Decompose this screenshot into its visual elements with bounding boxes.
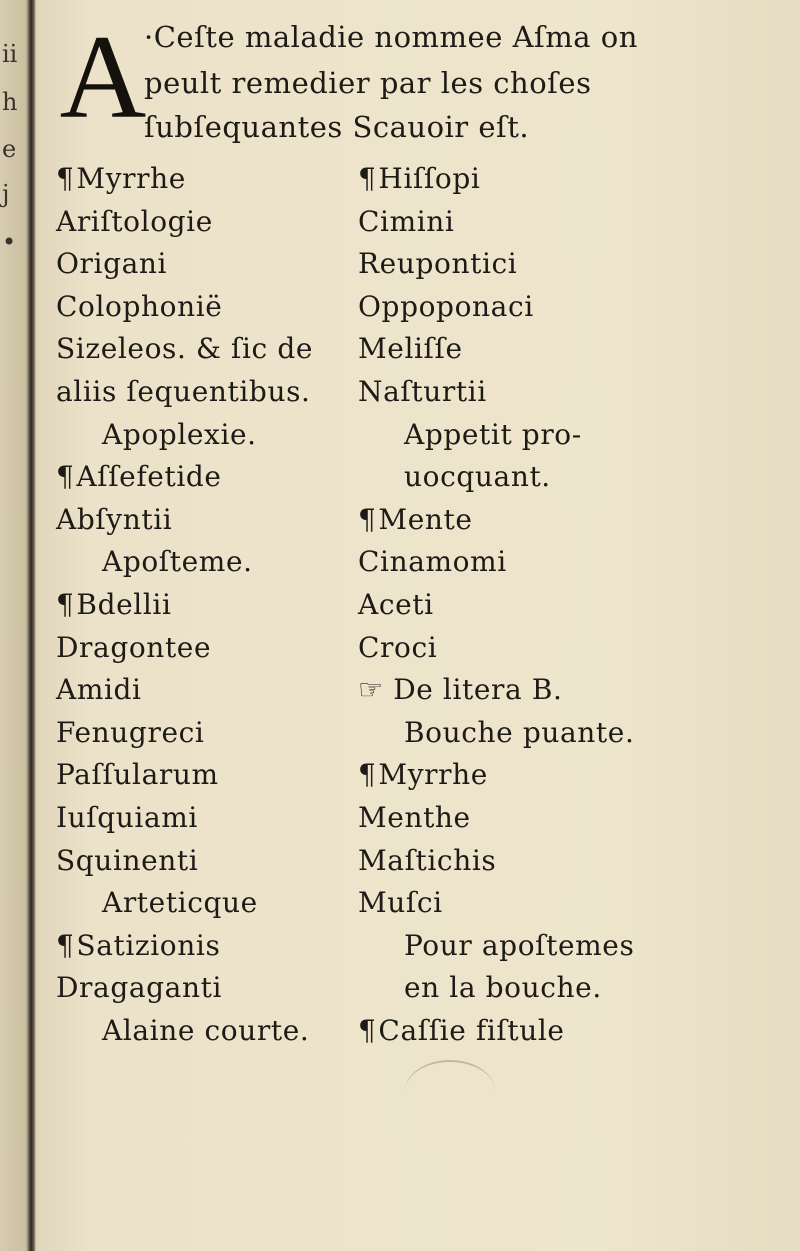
entry-text: Apoplexie. — [102, 417, 257, 451]
entry-text: ☞ De litera B. — [358, 673, 563, 707]
recipe-entry — [358, 797, 658, 840]
recipe-entry — [56, 882, 356, 925]
pilcrow-mark: ¶ — [358, 502, 377, 536]
entry-text: Satizionis — [76, 928, 221, 962]
entry-text: Squinenti — [56, 843, 199, 877]
entry-text: Arteticque — [102, 886, 258, 920]
recipe-entry — [358, 243, 658, 286]
entry-text: Alaine courte. — [102, 1013, 310, 1047]
entry-text: Aſſefetide — [76, 460, 222, 494]
gutter-glyph: ii — [2, 40, 18, 68]
recipe-entry — [358, 754, 658, 797]
recipe-entry — [358, 882, 658, 925]
entry-text: Ariſtologie — [56, 204, 213, 238]
entry-text: Origani — [56, 247, 168, 281]
recipe-entry — [56, 669, 356, 712]
pilcrow-mark: ¶ — [56, 928, 75, 962]
entry-text: Aceti — [358, 587, 434, 621]
recipe-entry — [56, 840, 356, 883]
heading-line-2: peult remedier par les choſes — [144, 66, 592, 100]
entry-text: Myrrhe — [378, 758, 488, 792]
recipe-entry — [358, 414, 658, 457]
recipe-entry — [358, 584, 658, 627]
recipe-entry — [56, 797, 356, 840]
recipe-entry — [56, 158, 356, 201]
entry-text: Croci — [358, 630, 438, 664]
pilcrow-mark: ¶ — [358, 1013, 377, 1047]
recipe-entry — [56, 499, 356, 542]
entry-text: Muſci — [358, 886, 443, 920]
entry-text: Dragaganti — [56, 971, 223, 1005]
right-column — [358, 158, 658, 1052]
recipe-entry — [358, 158, 658, 201]
entry-text: Amidi — [56, 673, 142, 707]
entry-text: en la bouche. — [404, 971, 602, 1005]
left-column — [56, 158, 356, 1052]
recipe-entry — [56, 371, 356, 414]
entry-text: Fenugreci — [56, 715, 205, 749]
entry-text: Colophonië — [56, 289, 223, 323]
pilcrow-mark: ¶ — [56, 162, 75, 195]
recipe-entry — [56, 712, 356, 755]
entry-text: Abſyntii — [56, 502, 173, 536]
entry-text: Iuſquiami — [56, 800, 198, 834]
recipe-entry — [358, 627, 658, 670]
recipe-entry — [56, 541, 356, 584]
pilcrow-mark: ¶ — [56, 460, 75, 494]
entry-text: Menthe — [358, 800, 471, 834]
drop-cap: A — [59, 10, 147, 143]
entry-text: Mente — [378, 502, 473, 536]
entry-text: Dragontee — [56, 630, 212, 664]
recipe-entry — [56, 754, 356, 797]
recipe-entry — [358, 201, 658, 244]
recipe-entry — [358, 286, 658, 329]
recipe-entry — [56, 584, 356, 627]
gutter-glyph: j — [2, 180, 10, 208]
entry-text: Meliſſe — [358, 332, 463, 366]
recipe-entry — [56, 414, 356, 457]
entry-text: Myrrhe — [76, 162, 186, 195]
recipe-entry — [358, 541, 658, 584]
gutter-glyph: h — [2, 88, 18, 116]
recipe-entry — [56, 201, 356, 244]
heading-line-1: ·Ceſte maladie nommee Aſma on — [144, 20, 638, 54]
recipe-entry — [358, 456, 658, 499]
entry-text: Cimini — [358, 204, 455, 238]
recipe-entry — [56, 925, 356, 968]
recipe-entry — [56, 328, 356, 371]
entry-text: Bdellii — [76, 587, 172, 621]
gutter-glyph: • — [2, 228, 17, 256]
entry-text: Maſtichis — [358, 843, 497, 877]
entry-text: Appetit pro- — [404, 417, 582, 451]
entry-text: Pour apoſtemes — [404, 928, 635, 962]
gutter-glyph: e — [2, 135, 17, 163]
entry-text: Hiſſopi — [378, 162, 481, 195]
entry-text: uocquant. — [404, 460, 551, 494]
entry-text: Naſturtii — [358, 374, 487, 408]
recipe-entry — [358, 967, 658, 1010]
recipe-entry — [358, 712, 658, 755]
pilcrow-mark: ¶ — [358, 162, 377, 195]
entry-text: Caſſie fiſtule — [378, 1013, 565, 1047]
entry-text: aliis ſequentibus. — [56, 374, 311, 408]
entry-text: Oppoponaci — [358, 289, 534, 323]
pilcrow-mark: ¶ — [358, 758, 377, 792]
recipe-entry — [56, 456, 356, 499]
pilcrow-mark: ¶ — [56, 587, 75, 621]
recipe-entry — [56, 627, 356, 670]
recipe-entry — [358, 328, 658, 371]
recipe-entry — [358, 840, 658, 883]
entry-text: Apoſteme. — [102, 545, 253, 579]
recipe-entry — [56, 1010, 356, 1053]
ink-mark — [405, 1060, 495, 1122]
entry-text: Reupontici — [358, 247, 518, 281]
recipe-entry — [56, 967, 356, 1010]
recipe-entry — [358, 499, 658, 542]
recipe-entry — [358, 925, 658, 968]
entry-text: Cinamomi — [358, 545, 507, 579]
heading-line-3: ſubſequantes Scauoir eſt. — [144, 110, 530, 144]
entry-text: Sizeleos. & ſic de — [56, 332, 314, 366]
recipe-entry — [358, 371, 658, 414]
recipe-entry — [358, 1010, 658, 1053]
recipe-entry — [56, 243, 356, 286]
entry-text: Bouche puante. — [404, 715, 635, 749]
recipe-entry — [358, 669, 658, 712]
recipe-entry — [56, 286, 356, 329]
entry-text: Paſſularum — [56, 758, 219, 792]
